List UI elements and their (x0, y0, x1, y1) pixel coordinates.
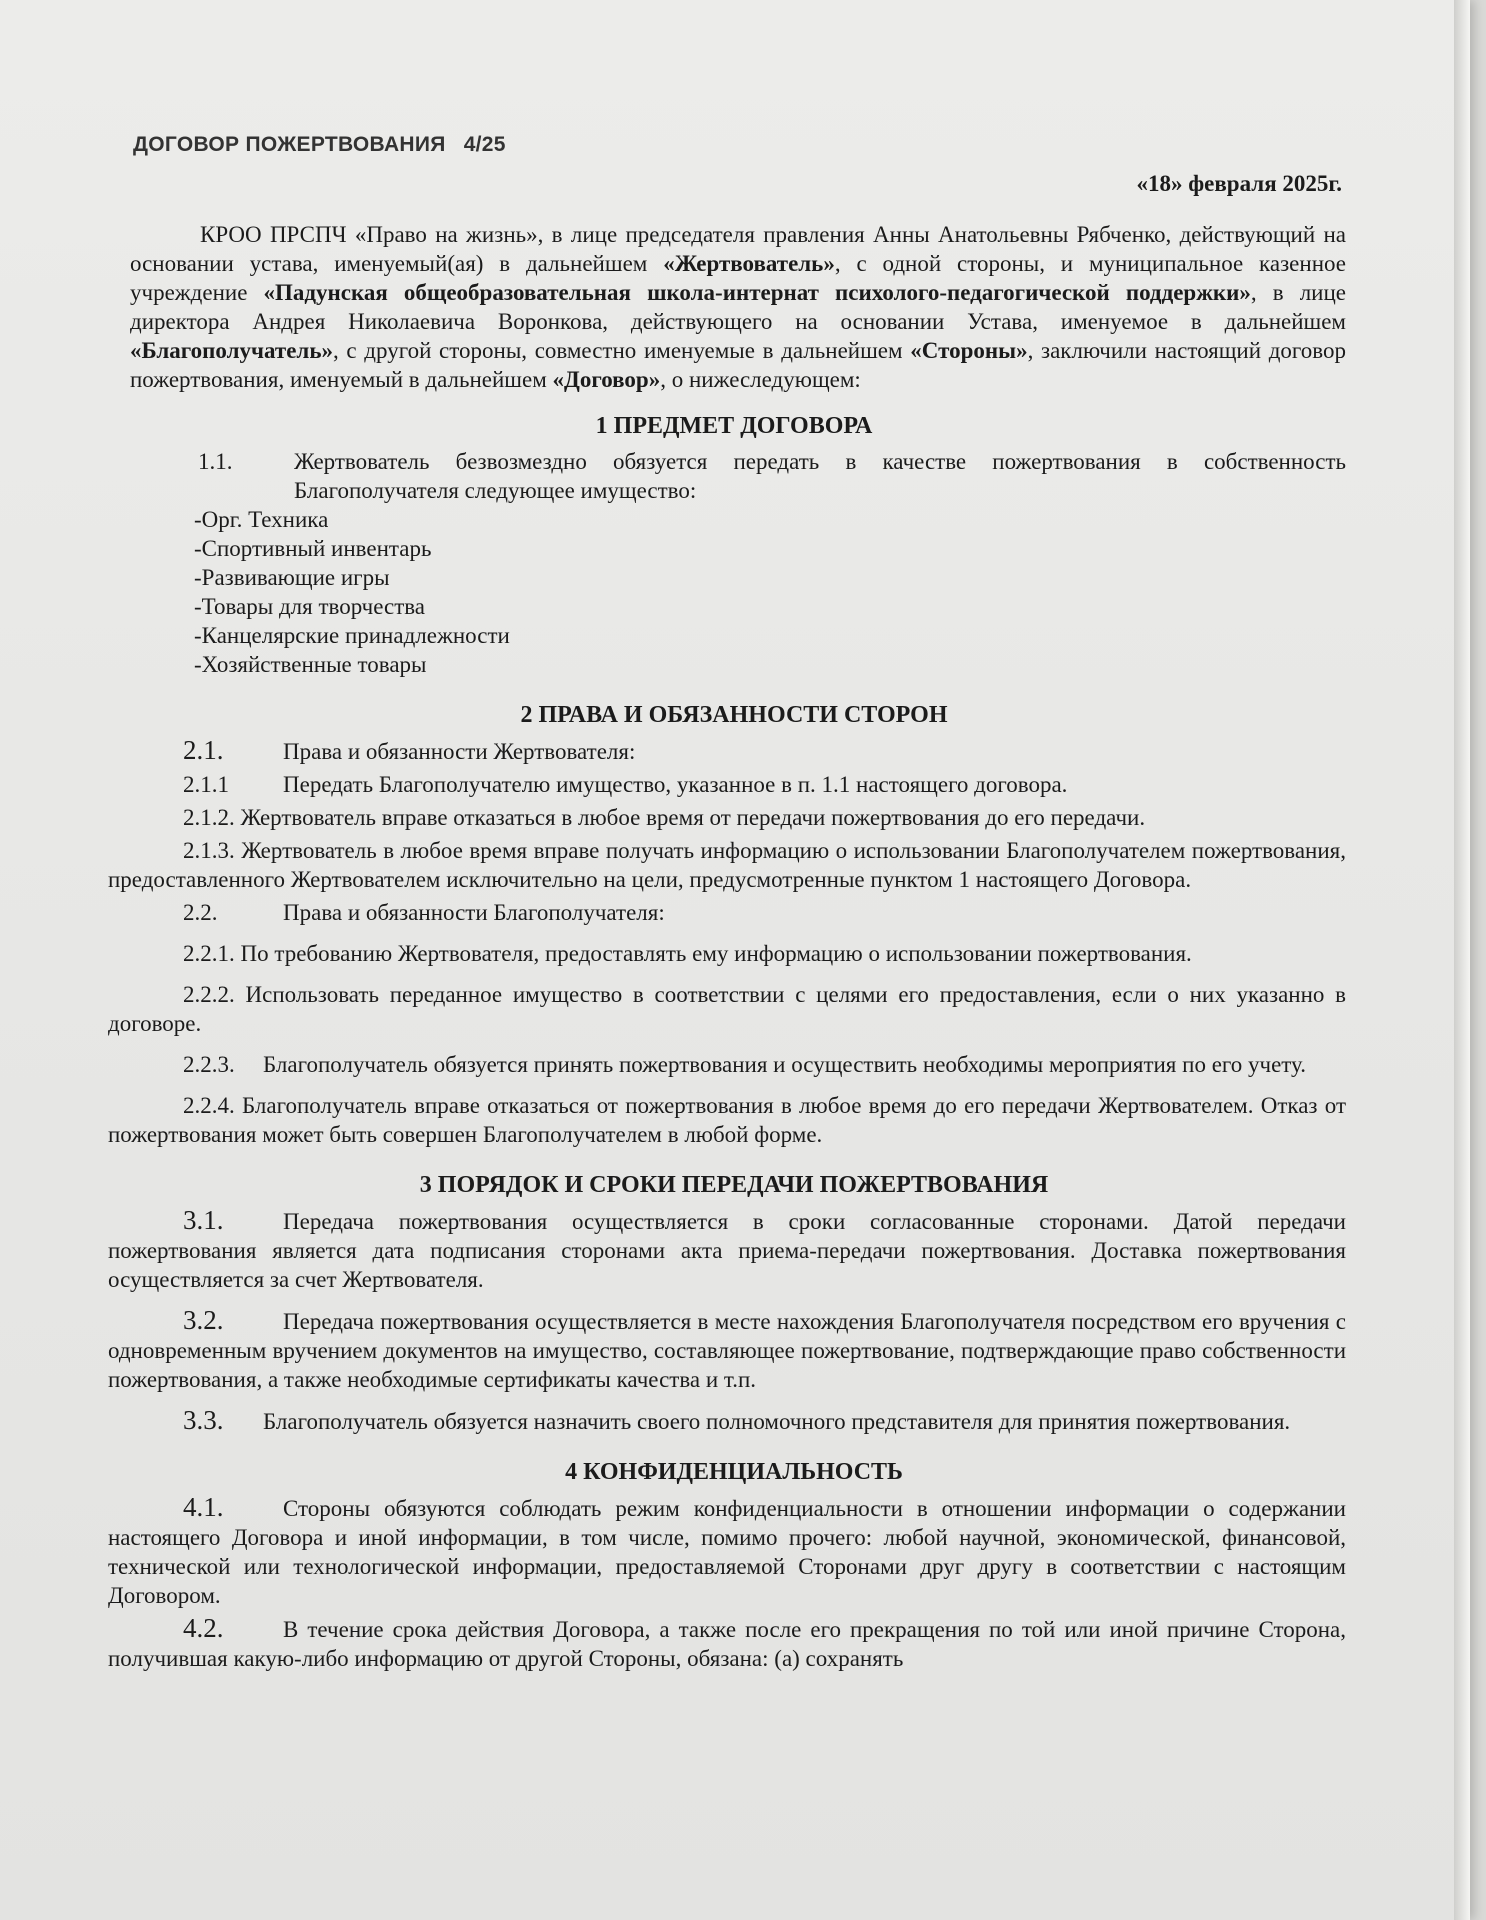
clause-text: В течение срока действия Договора, а также после его прекращения по той или иной причине Сторона, получившая какую-либо информацию от другой Стороны, обязана: (а) сохранять (108, 1617, 1346, 1671)
clause-text: Права и обязанности Благополучателя: (283, 900, 665, 925)
document-date: «18» февраля 2025г. (1136, 171, 1342, 196)
clause-number: 2.1. (183, 735, 224, 765)
clause-3-2 (108, 1306, 1360, 1394)
clause-2-1 (108, 736, 1360, 766)
clause-text: Передача пожертвования осуществляется в сроки согласованные сторонами. Датой передачи пожертвования является дата подписания сторонами акта приема-передачи пожертвования. Доставка пожертвования осуществляется за счет Жертвователя. (108, 1209, 1346, 1292)
document-number: 4/25 (463, 133, 506, 156)
document-title (133, 130, 1360, 159)
clause-text: Передать Благополучателю имущество, указанное в п. 1.1 настоящего договора. (283, 772, 1068, 797)
intro-bold-school: «Падунская общеобразовательная школа-интернат психолого-педагогической поддержки» (263, 280, 1251, 305)
intro-paragraph (108, 220, 1360, 394)
intro-text: , с другой стороны, совместно именуемые в дальнейшем (332, 338, 911, 363)
section-heading-4: 4 КОНФИДЕНЦИАЛЬНОСТЬ (565, 1459, 903, 1485)
intro-bold-contract: «Договор» (552, 367, 661, 392)
intro-text: , в лице директора Андрея Николаевича Воронкова, действующего на основании Устава, именуемое в дальнейшем (130, 280, 1346, 334)
intro-bold-donor: «Жертвователь» (663, 251, 835, 276)
clause-number: 3.3. (183, 1405, 224, 1435)
section-heading-2: 2 ПРАВА И ОБЯЗАННОСТИ СТОРОН (520, 702, 948, 728)
clause-2-2-2 (108, 980, 1360, 1038)
clause-number: 2.1.2. (183, 805, 235, 830)
clause-text: Благополучатель вправе отказаться от пожертвования в любое время до его передачи Жертвователем. Отказ от пожертвования может быть совершен Благополучателем в любой форме. (108, 1093, 1346, 1147)
clause-number: 2.2.1. (183, 941, 235, 966)
list-item: -Канцелярские принадлежности (194, 623, 510, 648)
list-item: -Товары для творчества (194, 594, 426, 619)
intro-text: , с одной стороны, и муниципальное казенное учреждение (130, 251, 1346, 305)
clause-text: Жертвователь безвозмездно обязуется передать в качестве пожертвования в собственность Благополучателя следующее имущество: (294, 449, 1346, 503)
clause-number: 2.2.3. (183, 1052, 235, 1077)
intro-bold-recipient: «Благополучатель» (130, 338, 333, 363)
sheet-edge (1454, 0, 1470, 1920)
clause-number: 2.1.1 (183, 772, 229, 797)
clause-text: Благополучатель обязуется назначить своего полномочного представителя для принятия пожертвования. (263, 1409, 1291, 1434)
clause-text: Передача пожертвования осуществляется в месте нахождения Благополучателя посредством его вручения с одновременным вручением документов на имущество, составляющее пожертвование, подтверждающие право собственности пожертвования, а также необходимые сертификаты качества и т.п. (108, 1309, 1346, 1392)
list-item: -Орг. Техника (194, 507, 329, 532)
clause-number: 2.1.3. (183, 838, 235, 863)
section-heading-3: 3 ПОРЯДОК И СРОКИ ПЕРЕДАЧИ ПОЖЕРТВОВАНИЯ (419, 1172, 1049, 1198)
clause-text: Права и обязанности Жертвователя: (283, 739, 636, 764)
clause-number: 4.2. (183, 1613, 224, 1643)
clause-2-2-3 (108, 1050, 1360, 1079)
intro-text: , о нижеследующем: (660, 367, 861, 392)
document-page (108, 130, 1360, 1677)
clause-2-2-1 (108, 939, 1360, 968)
clause-2-1-2 (108, 803, 1360, 832)
clause-3-1 (108, 1206, 1360, 1294)
clause-number: 1.1. (198, 449, 233, 474)
clause-number: 2.2. (183, 900, 218, 925)
clause-2-1-3 (108, 836, 1360, 894)
clause-text: Использовать переданное имущество в соответствии с целями его предоставления, если о них указанно в договоре. (108, 982, 1347, 1036)
clause-number: 3.2. (183, 1305, 224, 1335)
clause-text: По требованию Жертвователя, предоставлять ему информацию о использовании пожертвования. (240, 941, 1192, 966)
intro-text: , заключили настоящий договор пожертвования, именуемый в дальнейшем (130, 338, 1346, 392)
clause-3-3 (108, 1406, 1360, 1436)
intro-bold-parties: «Стороны» (910, 338, 1028, 363)
clause-1-1 (198, 447, 1346, 505)
list-item: -Спортивный инвентарь (194, 536, 432, 561)
clause-number: 3.1. (183, 1205, 224, 1235)
list-item: -Развивающие игры (194, 565, 390, 590)
document-title-text: ДОГОВОР ПОЖЕРТВОВАНИЯ (133, 133, 446, 156)
clause-2-1-1 (108, 770, 1360, 799)
clause-text: Жертвователь вправе отказаться в любое время от передачи пожертвования до его передачи. (240, 805, 1146, 830)
property-list (194, 505, 1360, 679)
clause-4-1 (108, 1493, 1360, 1610)
clause-4-2 (108, 1614, 1360, 1673)
clause-text: Жертвователь в любое время вправе получать информацию о использовании Благополучателем пожертвования, предоставленного Жертвователем исключительно на цели, предусмотренные пунктом 1 настоящего Договора. (108, 838, 1346, 892)
clause-number: 2.2.2. (183, 982, 235, 1007)
list-item: -Хозяйственные товары (194, 652, 427, 677)
clause-text: Благополучатель обязуется принять пожертвования и осуществить необходимы мероприятия по его учету. (263, 1052, 1306, 1077)
intro-text: КРОО ПРСПЧ «Право на жизнь», в лице председателя правления Анны Анатольевны Рябченко, действующий на основании устава, именуемый(ая) в дальнейшем (130, 222, 1346, 276)
section-heading-1: 1 ПРЕДМЕТ ДОГОВОРА (595, 413, 873, 439)
clause-2-2 (108, 898, 1360, 927)
clause-number: 4.1. (183, 1492, 224, 1522)
clause-text: Стороны обязуются соблюдать режим конфиденциальности в отношении информации о содержании настоящего Договора и иной информации, в том числе, помимо прочего: любой научной, экономической, финансовой, технической или технологической информации, предоставляемой Сторонами друг другу в соответствии с настоящим Договором. (108, 1496, 1346, 1608)
clause-2-2-4 (108, 1091, 1360, 1149)
clause-number: 2.2.4. (183, 1093, 235, 1118)
